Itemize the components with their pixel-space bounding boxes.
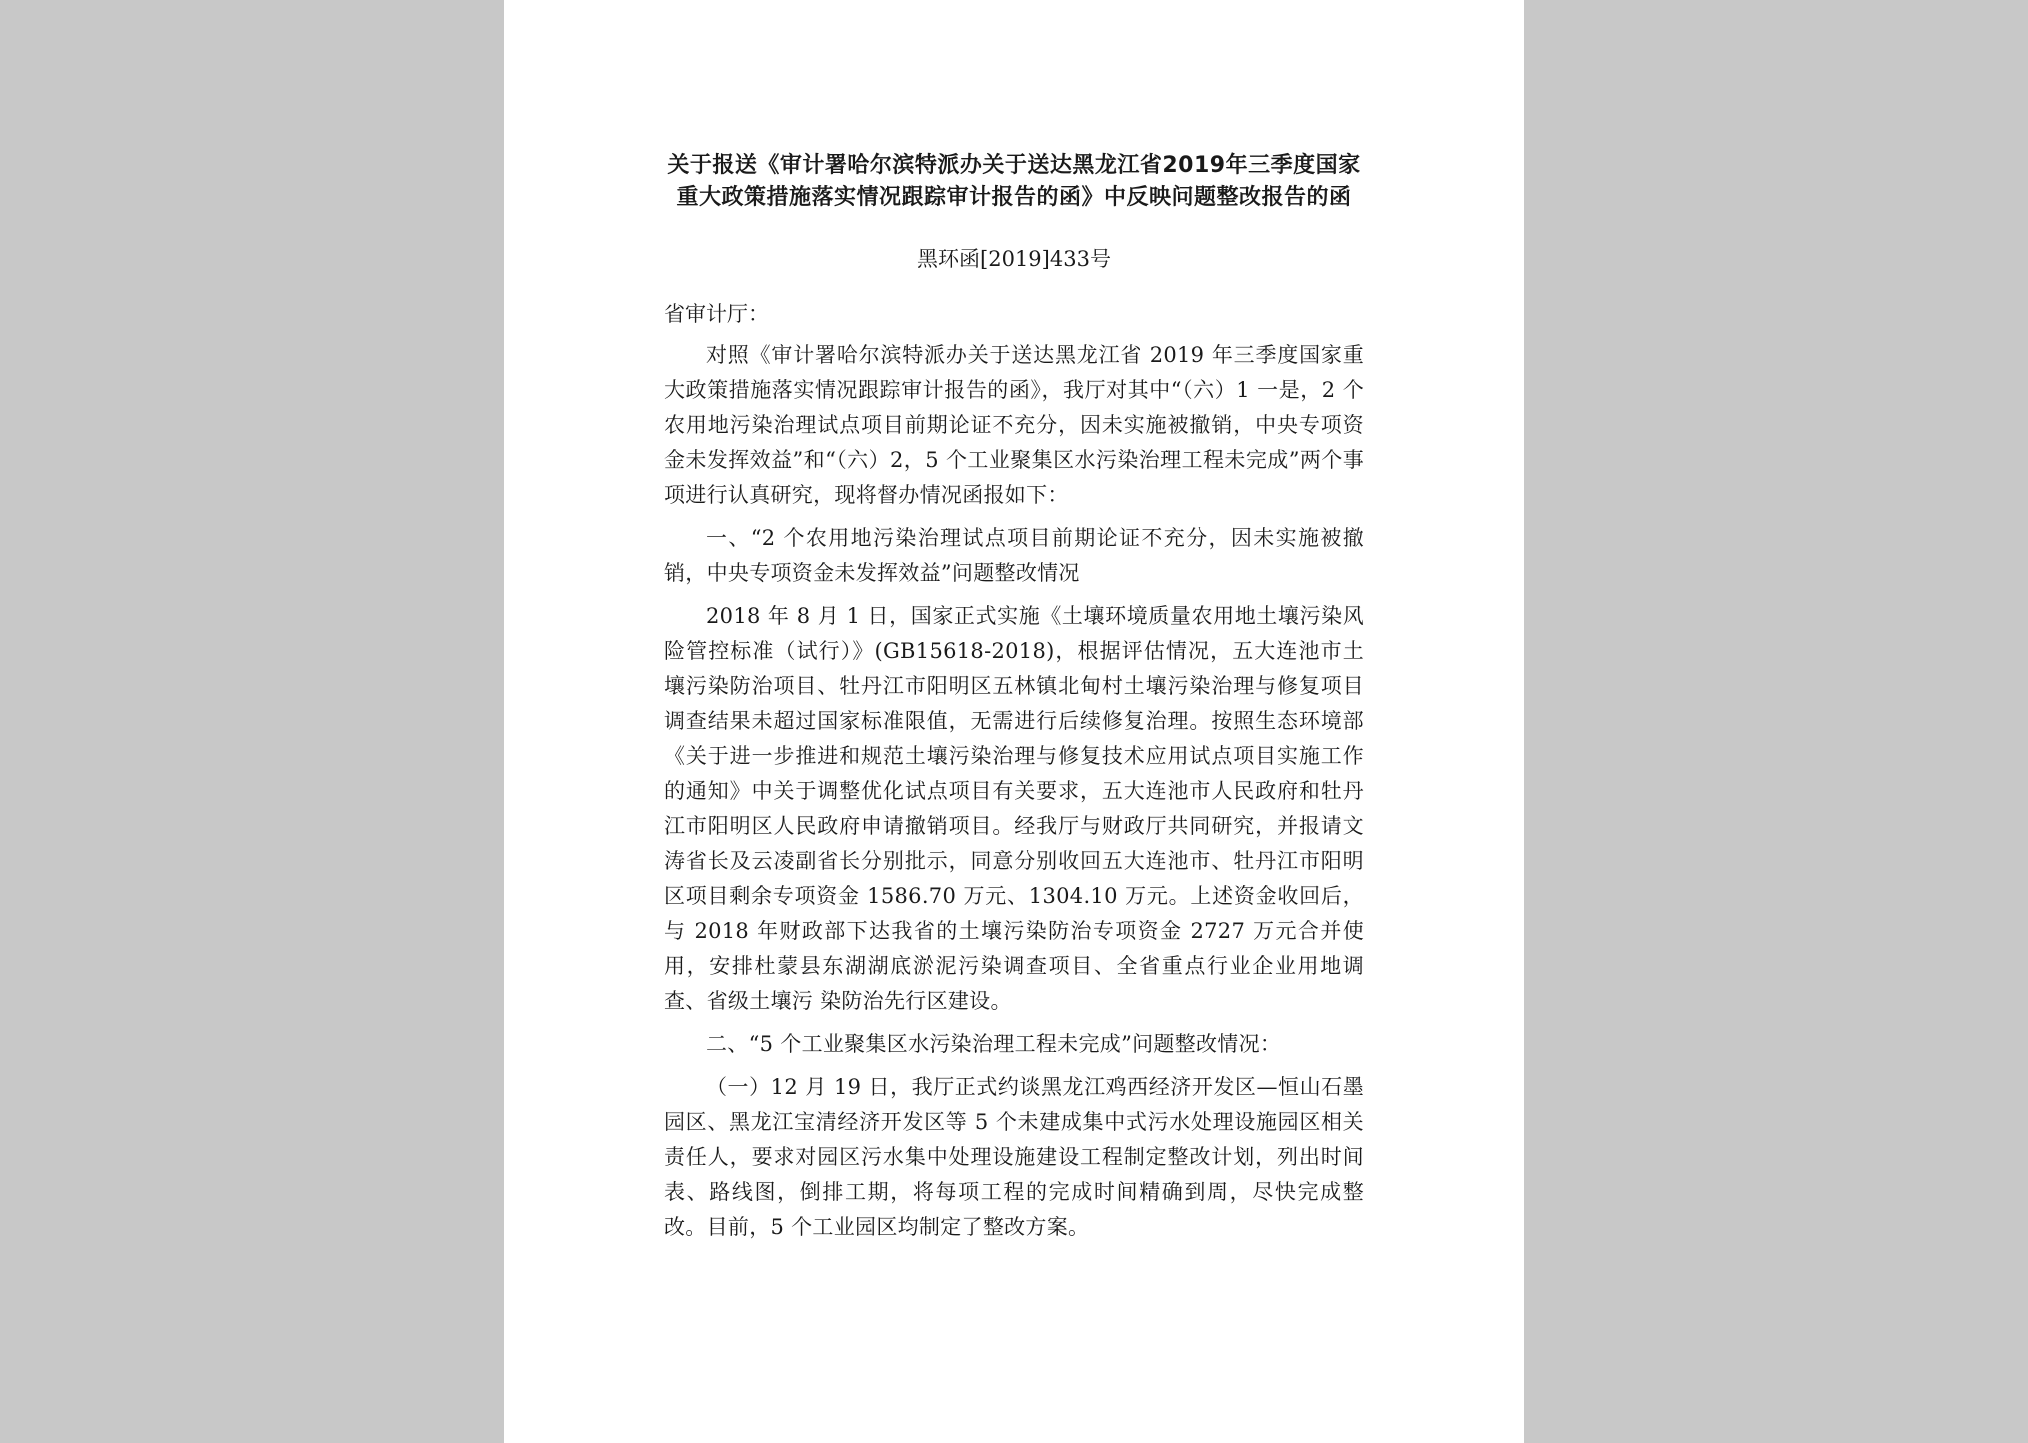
document-number: 黑环函[2019]433号 — [917, 247, 1111, 271]
document-page — [504, 0, 1524, 1443]
paragraph-heading-two: 二、“5 个工业聚集区水污染治理工程未完成”问题整改情况： — [706, 1032, 1282, 1056]
page-content — [664, 150, 1364, 1245]
paragraph-body-two: （一）12 月 19 日，我厅正式约谈黑龙江鸡西经济开发区—恒山石墨园区、黑龙江宝清经济开发区等 5 个未建成集中式污水处理设施园区相关责任人，要求对园区污水集中处理设施建设工程制定整改计划，列出时间表、路线图，倒排工期，将每项工程的完成时间精确到周，尽快完成整改。目前，5 个工业园区均制定了整改方案。 — [664, 1075, 1364, 1239]
salutation: 省审计厅： — [664, 302, 769, 326]
paragraph-body-one: 2018 年 8 月 1 日，国家正式实施《土壤环境质量农用地土壤污染风险管控标准（试行）》(GB15618-2018)，根据评估情况，五大连池市土壤污染防治项目、牡丹江市阳明区五林镇北甸村土壤污染治理与修复项目调查结果未超过国家标准限值，无需进行后续修复治理。按照生态环境部《关于进一步推进和规范土壤污染治理与修复技术应用试点项目实施工作的通知》中关于调整优化试点项目有关要求，五大连池市人民政府和牡丹江市阳明区人民政府申请撤销项目。经我厅与财政厅共同研究，并报请文涛省长及云凌副省长分别批示，同意分别收回五大连池市、牡丹江市阳明区项目剩余专项资金 1586.70 万元、1304.10 万元。上述资金收回后，与 2018 年财政部下达我省的土壤污染防治专项资金 2727 万元合并使用，安排杜蒙县东湖湖底淤泥污染调查项目、全省重点行业企业用地调查、省级土壤污 染防治先行区建设。 — [664, 604, 1364, 1013]
document-title: 关于报送《审计署哈尔滨特派办关于送达黑龙江省2019年三季度国家重大政策措施落实情况跟踪审计报告的函》中反映问题整改报告的函 — [667, 153, 1361, 210]
paragraph-intro: 对照《审计署哈尔滨特派办关于送达黑龙江省 2019 年三季度国家重大政策措施落实情况跟踪审计报告的函》，我厅对其中“（六）1 一是，2 个农用地污染治理试点项目前期论证不充分，因未实施被撤销，中央专项资金未发挥效益”和“（六）2，5 个工业聚集区水污染治理工程未完成”两个事项进行认真研究，现将督办情况函报如下： — [664, 343, 1364, 507]
paragraph-heading-one: 一、“2 个农用地污染治理试点项目前期论证不充分，因未实施被撤销，中央专项资金未发挥效益”问题整改情况 — [664, 526, 1364, 585]
